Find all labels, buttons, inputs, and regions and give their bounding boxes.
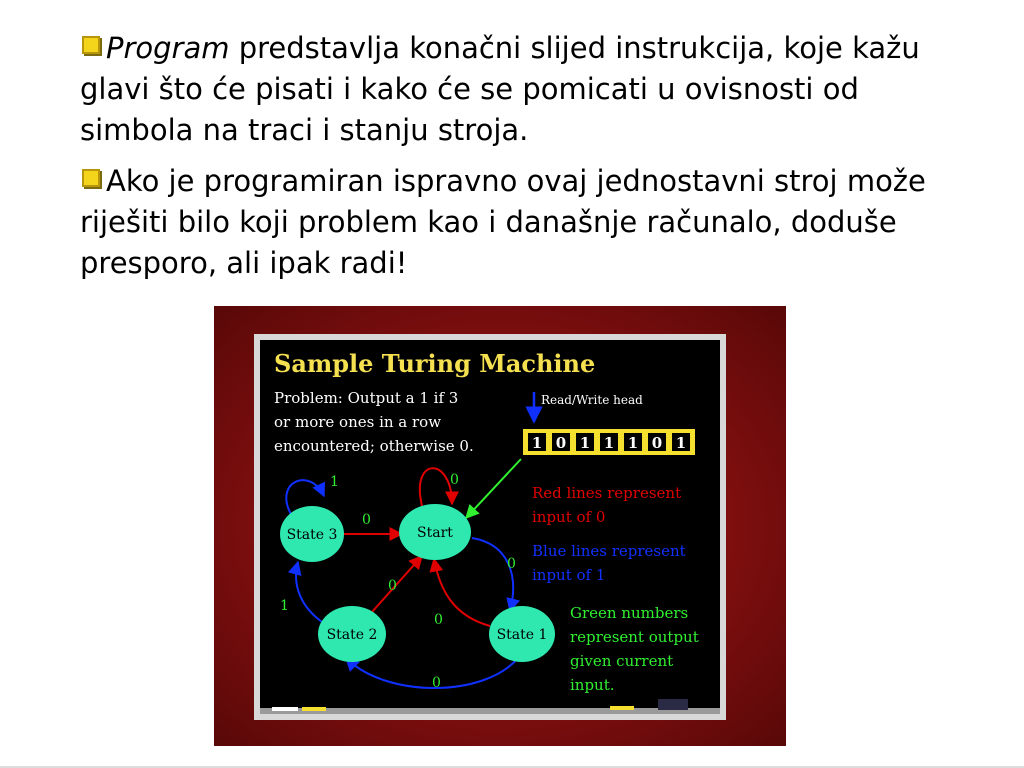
- legend-green-line-1: Green numbers: [570, 604, 689, 622]
- label-s3-start: 0: [362, 512, 371, 528]
- slide-text: [80, 28, 980, 294]
- figure-title: Sample Turing Machine: [274, 349, 596, 378]
- label-loop-start: 0: [450, 472, 459, 488]
- paragraph-2-text: Ako je programiran ispravno ovaj jednostavni stroj može riješiti bilo koji problem kao i današnje računalo, doduše presporo, ali ipak radi!: [80, 164, 926, 280]
- problem-line-1: Problem: Output a 1 if 3: [274, 389, 459, 407]
- tape-symbol: 1: [675, 434, 687, 452]
- paragraph-2: [80, 161, 980, 284]
- label-s2-s3: 1: [280, 598, 289, 614]
- chalk-yellow-2-icon: [610, 706, 634, 710]
- start-label: Start: [417, 525, 453, 541]
- problem-line-2: or more ones in a row: [274, 413, 442, 431]
- label-s1-s2: 0: [432, 675, 441, 691]
- tape: [523, 429, 695, 455]
- eraser-icon: [658, 699, 688, 710]
- legend-green-line-4: input.: [570, 676, 615, 694]
- state-1-label: State 1: [496, 627, 548, 643]
- label-start-s1: 0: [507, 556, 516, 572]
- legend-red-line-2: input of 0: [532, 508, 606, 526]
- legend-blue-line-2: input of 1: [532, 566, 606, 584]
- head-label: Read/Write head: [541, 393, 643, 407]
- paragraph-1-text: predstavlja konačni slijed instrukcija, koje kažu glavi što će pisati i kako će se pomicati u ovisnosti od simbola na traci i stanju stroja.: [80, 31, 920, 147]
- tape-symbol: 0: [555, 434, 567, 452]
- program-word: Program: [106, 31, 230, 65]
- tape-symbol: 0: [651, 434, 663, 452]
- figure-canvas: [214, 306, 786, 746]
- label-loop-s3: 1: [330, 474, 339, 490]
- state-3-label: State 3: [286, 527, 338, 543]
- state-2-label: State 2: [326, 627, 378, 643]
- problem-line-3: encountered; otherwise 0.: [274, 437, 474, 455]
- checkbox-bullet-icon: [82, 36, 100, 54]
- legend-green-line-3: given current: [570, 652, 674, 670]
- chalk-white-icon: [272, 707, 298, 711]
- label-s2-start: 0: [388, 578, 397, 594]
- turing-machine-figure: [214, 306, 786, 746]
- tape-symbol: 1: [603, 434, 615, 452]
- label-s1-start: 0: [434, 612, 443, 628]
- chalk-tray: [260, 708, 720, 714]
- tape-symbol: 1: [579, 434, 591, 452]
- legend-green-line-2: represent output: [570, 628, 699, 646]
- legend-red-line-1: Red lines represent: [532, 484, 682, 502]
- chalk-yellow-icon: [302, 707, 326, 711]
- paragraph-1: [80, 28, 980, 151]
- legend-blue-line-1: Blue lines represent: [532, 542, 686, 560]
- tape-symbol: 1: [531, 434, 543, 452]
- checkbox-bullet-icon: [82, 169, 100, 187]
- tape-symbol: 1: [627, 434, 639, 452]
